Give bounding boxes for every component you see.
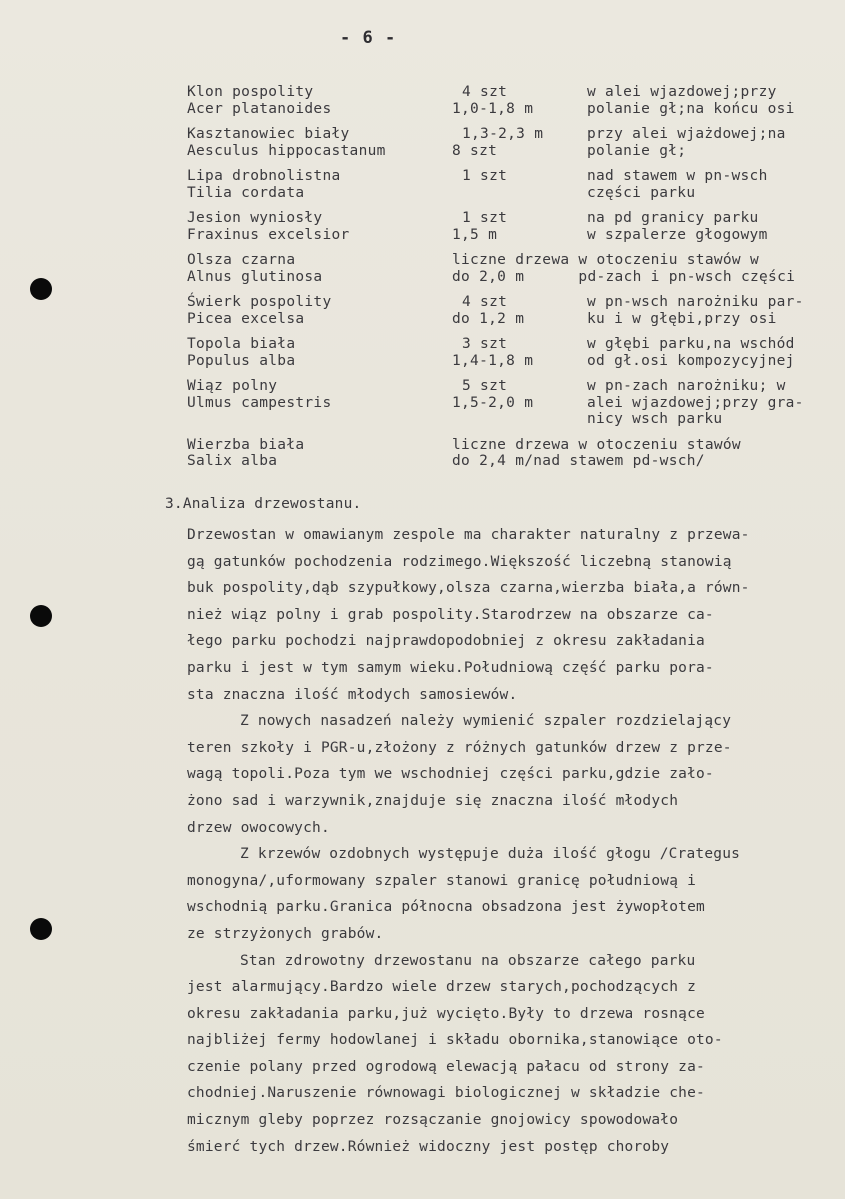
tree-name-line: Lipa drobnolistna: [187, 168, 341, 184]
tree-row: [187, 336, 837, 369]
tree-location-line: w pn-wsch narożniku par-: [587, 294, 804, 310]
tree-location-line: przy alei wjażdowej;na: [587, 126, 786, 142]
tree-count: [452, 437, 845, 470]
tree-location-line: polanie gł;: [587, 142, 687, 159]
paragraph-line: jest alarmujący.Bardzo wiele drzew starych,pochodzących z: [187, 979, 696, 996]
tree-count: [452, 336, 592, 369]
tree-count: [452, 294, 592, 327]
tree-count-line: 8 szt: [452, 142, 498, 159]
punch-hole: [30, 918, 52, 940]
paragraph-line: nież wiąz polny i grab pospolity.Starodrzew na obszarze ca-: [187, 606, 714, 623]
tree-row: [187, 168, 837, 201]
tree-count-line: 5 szt: [462, 378, 508, 394]
tree-location: [587, 126, 837, 159]
tree-name-line: Salix alba: [187, 453, 278, 469]
tree-name-line: Alnus glutinosa: [187, 268, 323, 285]
paragraph-line: Z nowych nasadzeń należy wymienić szpaler rozdzielający: [240, 713, 732, 730]
tree-row: [187, 126, 837, 159]
tree-name: [187, 210, 447, 243]
tree-location-line: nicy wsch parku: [587, 411, 723, 427]
paragraph-line: łego parku pochodzi najprawdopodobniej z okresu zakładania: [187, 633, 705, 650]
tree-name-line: Ulmus campestris: [187, 394, 332, 411]
paragraph-line: parku i jest w tym samym wieku.Południową część parku pora-: [187, 659, 714, 676]
tree-count: [452, 84, 592, 117]
tree-name-line: Jesion wyniosły: [187, 210, 323, 226]
tree-count: [452, 126, 592, 159]
tree-name: [187, 378, 447, 411]
tree-count: [452, 252, 845, 285]
paragraph-line: śmierć tych drzew.Również widoczny jest postęp choroby: [187, 1138, 670, 1155]
paragraph-line: czenie polany przed ogrodową elewacją pałacu od strony za-: [187, 1058, 705, 1075]
tree-location-line: w pn-zach narożniku; w: [587, 378, 786, 394]
tree-location-line: w szpalerze głogowym: [587, 226, 768, 243]
tree-name: [187, 252, 447, 285]
tree-location: [587, 378, 837, 428]
tree-location: [587, 168, 837, 201]
tree-count: [452, 210, 592, 243]
tree-count-line: 1 szt: [462, 168, 508, 184]
tree-count-line: 4 szt: [462, 84, 508, 100]
paragraph-line: Z krzewów ozdobnych występuje duża ilość głogu /Crategus: [240, 846, 741, 863]
tree-location-line: polanie gł;na końcu osi: [587, 100, 795, 117]
tree-location: [587, 84, 837, 117]
tree-location: [587, 336, 837, 369]
paragraph-line: micznym gleby poprzez rozsączanie gnojowicy spowodowało: [187, 1112, 679, 1129]
tree-row: [187, 252, 837, 285]
punch-hole: [30, 605, 52, 627]
paragraph-line: najbliżej fermy hodowlanej i składu obornika,stanowiące oto-: [187, 1032, 723, 1049]
paragraph-line: drzew owocowych.: [187, 819, 330, 836]
paragraph-line: wagą topoli.Poza tym we wschodniej części parku,gdzie zało-: [187, 766, 714, 783]
tree-count-line: 1,4-1,8 m: [452, 352, 534, 369]
tree-name: [187, 168, 447, 201]
tree-location-line: w głębi parku,na wschód: [587, 336, 795, 352]
tree-name-line: Populus alba: [187, 352, 296, 369]
tree-name: [187, 84, 447, 117]
tree-name: [187, 126, 447, 159]
tree-stand-analysis-section: [165, 494, 835, 1160]
tree-location-line: w alei wjazdowej;przy: [587, 84, 777, 100]
tree-count-line: 1,0-1,8 m: [452, 100, 534, 117]
page-number: - 6 -: [340, 28, 397, 48]
tree-row: [187, 84, 837, 117]
tree-count-line: 3 szt: [462, 336, 508, 352]
tree-row: [187, 210, 837, 243]
tree-count: [452, 168, 592, 185]
paragraph-line: teren szkoły i PGR-u,złożony z różnych gatunków drzew z prze-: [187, 739, 732, 756]
tree-name-line: Picea excelsa: [187, 310, 305, 327]
paragraph-line: gą gatunków pochodzenia rodzimego.Większość liczebną stanowią: [187, 553, 732, 570]
tree-row: [187, 294, 837, 327]
paragraph-line: Drzewostan w omawianym zespole ma charakter naturalny z przewa-: [187, 527, 750, 543]
tree-inventory-table: [187, 84, 837, 479]
paragraph-line: ze strzyżonych grabów.: [187, 925, 384, 942]
tree-location: [587, 294, 837, 327]
tree-name-line: Klon pospolity: [187, 84, 314, 100]
tree-name-line: Topola biała: [187, 336, 296, 352]
tree-name-line: Olsza czarna: [187, 252, 296, 268]
tree-name-line: Wierzba biała: [187, 436, 305, 453]
tree-row: [187, 378, 837, 428]
paragraph-line: Stan zdrowotny drzewostanu na obszarze całego parku: [240, 952, 696, 969]
tree-name-line: Wiąz polny: [187, 378, 278, 394]
tree-location-line: od gł.osi kompozycyjnej: [587, 352, 795, 369]
paragraph-line: monogyna/,uformowany szpaler stanowi granicę południową i: [187, 872, 696, 889]
tree-count-line: do 1,2 m: [452, 310, 525, 327]
tree-location-line: ku i w głębi,przy osi: [587, 310, 777, 327]
tree-name: [187, 336, 447, 369]
paragraph-line: wschodnią parku.Granica północna obsadzona jest żywopłotem: [187, 899, 705, 916]
paragraph-line: chodniej.Naruszenie równowagi biologicznej w składzie che-: [187, 1085, 705, 1102]
tree-count-line: 1,5 m: [452, 226, 498, 243]
tree-name-line: Świerk pospolity: [187, 294, 332, 310]
tree-location-line: nad stawem w pn-wsch: [587, 168, 768, 184]
paragraph-line: buk pospolity,dąb szypułkowy,olsza czarna,wierzba biała,a równ-: [187, 580, 750, 597]
paragraph-line: żono sad i warzywnik,znajduje się znaczna ilość młodych: [187, 792, 679, 809]
tree-name-line: Aesculus hippocastanum: [187, 142, 386, 159]
tree-count-line: liczne drzewa w otoczeniu stawów: [452, 436, 741, 453]
tree-count-line: liczne drzewa w otoczeniu stawów w: [452, 252, 760, 268]
tree-location-line: części parku: [587, 184, 696, 201]
tree-location-line: alei wjazdowej;przy gra-: [587, 394, 804, 411]
tree-count-line: 1,3-2,3 m: [462, 126, 544, 142]
punch-hole: [30, 278, 52, 300]
tree-count-line: 1,5-2,0 m: [452, 394, 534, 411]
tree-name: [187, 294, 447, 327]
paragraph-line: okresu zakładania parku,już wycięto.Były to drzewa rosnące: [187, 1005, 705, 1022]
paragraph-line: sta znaczna ilość młodych samosiewów.: [187, 686, 518, 703]
tree-count-line: 4 szt: [462, 294, 508, 310]
tree-row: [187, 437, 837, 470]
tree-count: [452, 378, 592, 411]
tree-name-line: Tilia cordata: [187, 184, 305, 201]
tree-name-line: Kasztanowiec biały: [187, 126, 350, 142]
tree-name-line: Fraxinus excelsior: [187, 226, 350, 243]
section-heading: 3.Analiza drzewostanu.: [165, 496, 362, 512]
tree-location-line: na pd granicy parku: [587, 210, 759, 226]
tree-count-line: 1 szt: [462, 210, 508, 226]
section-body: [165, 522, 835, 1160]
tree-count-line: do 2,4 m/nad stawem pd-wsch/: [452, 453, 705, 469]
tree-location: [587, 210, 837, 243]
tree-count-line: do 2,0 m pd-zach i pn-wsch części: [452, 268, 796, 285]
tree-name: [187, 437, 447, 470]
tree-name-line: Acer platanoides: [187, 100, 332, 117]
